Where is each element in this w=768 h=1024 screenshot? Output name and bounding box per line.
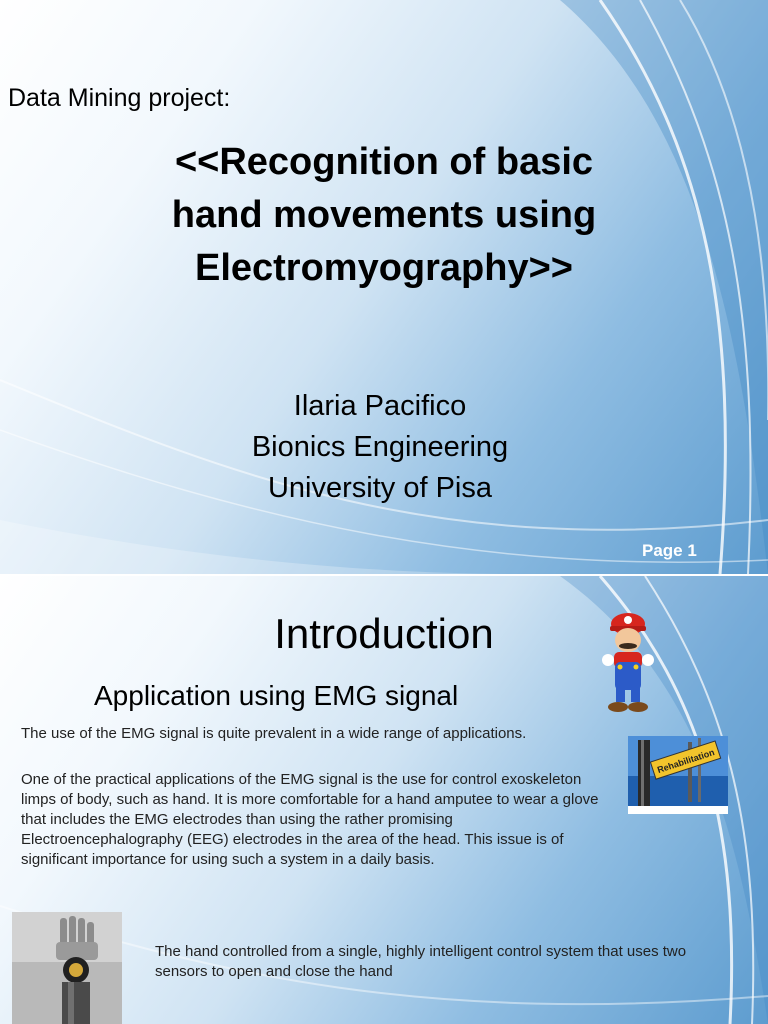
department: Bionics Engineering [251,431,509,463]
rehabilitation-sign-image [628,736,728,814]
page-number: Page 1 [642,541,697,560]
intro-paragraph: The use of the EMG signal is quite prevalent in a wide range of applications. [21,725,527,742]
slide-subtitle: Application using EMG signal [94,680,459,711]
sign-text: Rehabilitation [656,747,716,776]
hand-control-caption: The hand controlled from a single, highly intelligent control system that uses two sensors to open and close the hand [155,943,687,980]
title-line: hand movements using [171,194,597,236]
project-label: Data Mining project: [8,84,231,112]
mario-character-image [598,610,658,714]
title-line: <<Recognition of basic [174,141,594,183]
university: University of Pisa [267,472,492,504]
title-line: Electromyography>> [194,247,574,289]
author-name: Ilaria Pacifico [293,390,467,422]
presentation-title [60,136,708,295]
slide-title: Introduction [274,610,494,657]
prosthetic-hand-image [12,912,122,1024]
slide-2 [0,576,768,1024]
application-paragraph: One of the practical applications of the EMG signal is the use for control exoskeleton limps of body, such as hand. It is more comfortable for a hand amputee to wear a glove that includes the EMG electrodes than using the rather promising Electroencephalography (EEG) electrodes in the area of the head. This issue is of significant importance for using such a system in a daily basis. [21,771,599,868]
author-block [160,386,600,509]
